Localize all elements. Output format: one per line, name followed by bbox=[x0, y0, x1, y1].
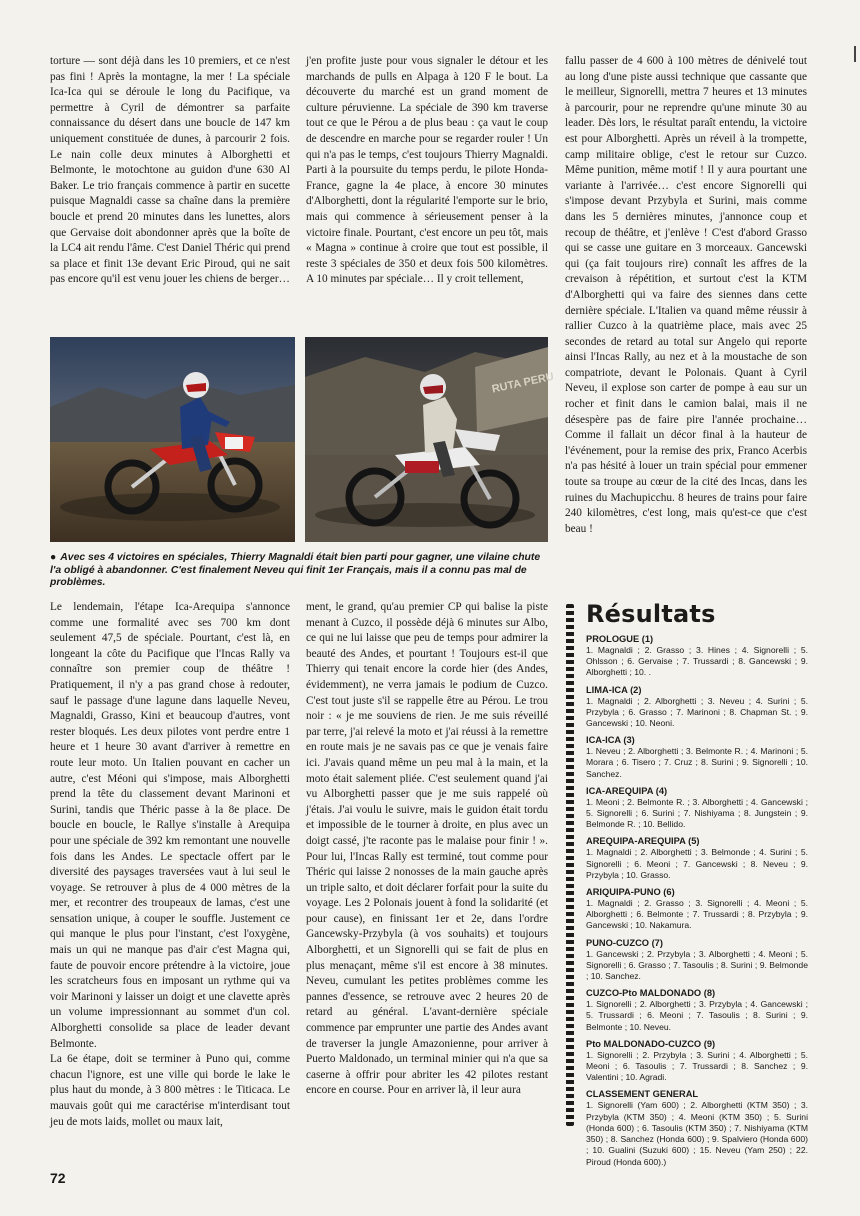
stage-title: PROLOGUE (1) bbox=[586, 634, 654, 644]
results-title: Résultats bbox=[586, 600, 716, 628]
article-paragraph: Le lendemain, l'étape Ica-Arequipa s'annonce comme une formalité avec ses 700 km dont seulement 47,5 de spéciale. Pourtant, c'est là, en longeant la côte du Pacifique que l'Incas Rally va connaître son premier coup de théâtre ! Pratiquement, il n'y a pas grand chose à redouter, sauf le passage d'une lagune dans laquelle Neveu, Magnaldi, Grasso, Kini et beaucoup d'autres, vont rester bloqués. Les deux pilotes vont perdre entre 1 heure et 1 heure 30 avant d'arriver à remettre en route leur moto. Un Italien pouvant en cacher un autre, c'est Méoni qui s'impose, mais Alborghetti prend la tête du classement devant Marinoni et Surini, tandis que Théric passe à la 8e place. De boucle en boucle, le Rallye s'installe à Arequipa pour une spéciale de 392 km remontant une nouvelle fois dans les Andes. Le spectacle offert par le diversité des paysages traversées vaut à lui seul le voyage. Se retrouver à plus de 4 000 mètres de la mer, et recontrer des troupeaux de lamas, c'est une sensation unique, à couper le souffle. Justement ce qui manque le plus pour l'instant, c'est l'oxygène, mais un qui ne manque pas d'air c'est Magna qui, faute de pouvoir encore prétendre à la victoire, joue les scratcheurs fous en imposant un rythme qui va voir Marinoni y laisser un doigt et une clavette après un volume impressionnant au sommet d'un col. Alborghetti consolide sa place de leader devant Belmonte. bbox=[50, 601, 290, 1050]
stage-ranking: 1. Magnaldi ; 2. Grasso ; 3. Signorelli ; 4. Meoni ; 5. Alborghetti ; 6. Belmonte ; 7. Trussardi ; 8. Przybyla ; 9. Gancewski ; 10. Nakamura. bbox=[586, 898, 808, 931]
stage-ranking: 1. Magnaldi ; 2. Alborghetti ; 3. Neveu ; 4. Surini ; 5. Przybyla ; 6. Grasso ; 7. Marinoni ; 8. Chapman St. ; 9. Gancewski ; 10. Neoni. bbox=[586, 695, 808, 729]
article-paragraph: La 6e étape, doit se terminer à Puno qui, comme chacun l'ignore, est une ville qui borde le lake le plus haut du monde, à 3 800 mètres : le Titicaca. Le mauvais goût qui me caractérise m'interdisant tout jeu de mots laids, mollet ou maux lait, bbox=[50, 1053, 290, 1128]
stage-title: CLASSEMENT GENERAL bbox=[586, 1089, 699, 1100]
article-paragraph: ment, le grand, qu'au premier CP qui balise la piste menant à Cuzco, il possède déjà 6 minutes sur Albo, ce qui ne lui laisse que peu de temps pour admirer la beauté des Andes, et pourtant ! Toujours est-il que Thierry qui tenait encore la corde hier (des Andes, évidemment), ne verra jamais le podium de Cuzco. C'est tout juste s'il se rappelle être au Pérou. Le trou noir : « je me souviens de rien. Je me suis réveillé par terre, j'ai relevé la moto et j'ai réussi à la remettre en route mais je ne savais pas ce que je venais faire ici. J'avais quand même un peu mal à la main, et la moto était salement pliée. C'est seulement quand j'ai vu Alborghetti passer que je me suis rappelé où j'étais. J'ai voulu le suivre, mais le guidon était tordu et impossible de le tourner à droite, en plus avec un doigt cassé, j'te raconte pas le malaise pour finir ! ». Pour lui, l'Incas Rally est terminé, tout comme pour Théric qui laisse 2 nonosses de la main gauche après un triple salto, et doit déclarer forfait pour la suite du voyage. Les 2 Polonais jouent à fond la solidarité (et pour cause), en finissant 1er et 2e, dans l'ordre Gancewsky-Przybyla (à vos souhaits) et toujours Alborghetti, et un Signorelli qui se fait de plus en plus menaçant, même s'il est encore à 38 minutes. Neveu, cumulant les petites problèmes comme les pannes d'essence, se retrouve avec 2 heures 20 de retard au général. L'avant-dernière spéciale commence par emprunter une partie des Andes avant de traverser la jungle Amazonienne, pour arriver à Puerto Maldonado, un terminal minier qui n'a que sa caserne à offrir pour abriter les 42 pilotes restant encore en course. Pour en arriver là, il leur aura bbox=[306, 601, 548, 1097]
stage-ranking: 1. Neveu ; 2. Alborghetti ; 3. Belmonte R. ; 4. Marinoni ; 5. Morara ; 6. Tisero ; 7. Cruz ; 8. Surini ; 9. Signorelli ; 10. Sanchez. bbox=[586, 746, 808, 779]
stage-ranking: 1. Gancewski ; 2. Przybyla ; 3. Alborghetti ; 4. Meoni ; 5. Signorelli ; 6. Grasso ; 7. Tasoulis ; 8. Surini ; 9. Belmonde ; 10. Sanchez. bbox=[586, 948, 808, 982]
results-stage bbox=[586, 685, 808, 730]
results-stage bbox=[586, 1089, 808, 1167]
stage-ranking: 1. Meoni ; 2. Belmonte R. ; 3. Alborghetti ; 4. Gancewski ; 5. Signorelli ; 6. Surini ; 7. Nishiyama ; 8. Jungstein ; 9. Belmonde R. ; 10. Bellido. bbox=[586, 796, 808, 830]
stage-title: PUNO-CUZCO (7) bbox=[586, 937, 663, 948]
photo-rider-red-bike bbox=[50, 337, 295, 542]
results-stage bbox=[586, 786, 808, 831]
stage-ranking: 1. Magnaldi ; 2. Alborghetti ; 3. Belmonde ; 4. Surini ; 5. Signorelli ; 6. Meoni ; 7. Gancewski ; 8. Neveu ; 9. Przybyla ; 10. Grasso. bbox=[586, 847, 808, 880]
results-stage bbox=[586, 836, 808, 881]
stage-title: ICA-ICA (3) bbox=[586, 735, 635, 746]
results-stage bbox=[586, 1039, 808, 1084]
article-column-right bbox=[565, 54, 807, 537]
article-paragraph: j'en profite juste pour vous signaler le détour et les marchands de pulls en Alpaga à 120 F le bout. La découverte du marché est un grand moment de culture péruvienne. La spéciale de 390 km traverse tout ce que le Pérou a de plus beau : ça vaut le coup de descendre en marche pour se regarder rouler ! Un qui n'a pas le temps, c'est toujours Thierry Magnaldi. Parti à la poursuite du temps perdu, le pilote Honda-France, gagne la 4e place, à encore 30 minutes d'Alborghetti, dont la régularité l'emporte sur le brio, mais qui commence à sérieusement penser à la victoire finale. Pourtant, c'est encore un peu tôt, mais « Magna » continue à croire que tout est possible, il reste 3 spéciales de 350 et deux fois 500 kilomètres. A 10 minutes par spéciale… Il y croit tellement, bbox=[306, 55, 548, 286]
article-column-bottom-left bbox=[50, 600, 290, 1130]
photo-caption bbox=[50, 552, 550, 590]
results-stage bbox=[586, 634, 808, 679]
results-stage bbox=[586, 887, 808, 932]
stage-title: ARIQUIPA-PUNO (6) bbox=[586, 887, 675, 898]
stage-title: ICA-AREQUIPA (4) bbox=[586, 785, 668, 796]
stage-title: CUZCO-Pto MALDONADO (8) bbox=[586, 988, 716, 999]
page-edge-mark bbox=[854, 46, 856, 62]
article-paragraph: torture — sont déjà dans les 10 premiers, et ce n'est pas fini ! Après la montagne, la mer ! La spéciale Ica-Ica qui se déroule le long du Pacifique, va permettre à Cyril de démontrer sa parfaite connaissance du désert dans une boucle de 147 km uniquement constituée de dunes, à parcourir 2 fois. Le nain colle deux minutes à Alborghetti et Belmonte, le motochtone au guidon d'une 630 Al Baker. Le trio français commence à partir en sucette puisque Magnaldi casse sa chaîne dans la première boucle et prend 20 minutes dans les lunettes, alors que Gervaise doit abondonner après que la boîte de la LC4 ait rendu l'âme. C'est Daniel Théric qui prend sa place et finit 13e devant Eric Piroud, qui ne sait pas encore qu'il est venu jouer les chiens de berger… bbox=[50, 55, 290, 286]
results-box bbox=[586, 600, 808, 1174]
results-stage bbox=[586, 735, 808, 780]
article-column-top-middle bbox=[306, 54, 548, 288]
article-column-bottom-middle bbox=[306, 600, 548, 1099]
results-stage bbox=[586, 988, 808, 1033]
photo-rider-white-bike bbox=[305, 337, 555, 542]
stage-ranking: 1. Magnaldi ; 2. Grasso ; 3. Hines ; 4. Signorelli ; 5. Ohlsson ; 6. Gervaise ; 7. Trussardi ; 8. Gancewski ; 9. Alborghetti ; 10. . bbox=[586, 645, 808, 678]
roadside-sign-text: RUTA PERU bbox=[490, 370, 555, 396]
stage-title: Pto MALDONADO-CUZCO (9) bbox=[586, 1038, 716, 1049]
article-column-top-left bbox=[50, 54, 290, 288]
article-paragraph: fallu passer de 4 600 à 100 mètres de dénivelé tout au long d'une piste aussi technique que cassante que le meilleur, Signorelli, mettra 7 heures et 13 minutes à parcourir, pour ne reprendre qu'une minute 30 au leader. Dès lors, le résultat paraît entendu, la victoire est pour Alborghetti. Après un réveil à la trompette, camp militaire oblige, c'est le retour sur Cuzco. Même punition, même motif ! Il y aura pourtant une variante à l'arrivée… c'est encore Signorelli qui s'impose devant Przybyla et Surini, mais comme dans les 5 dernières minutes, j'annonce coup et recoup de théâtre, et j'enlève ! C'est d'abord Grasso qui se casse une guitare en 3 morceaux. Gancewski qui (ça fait toujours rire) connaît les affres de la crevaison à répétition, et surtout c'est la KTM d'Alborghetti qui va faire des siennes dans cette dernière spéciale. L'Italien va quand même réussir à rallier Cuzco à la quatrième place, mais avec 25 secondes de retard au total sur Angelo qui reporte ainsi l'Incas Rally, au nez et à la moustache de son compatriote, devant le Polonais. Quant à Cyril Neveu, il explose son carter de pompe à eau sur un rocher et finit dans le camion balai, mais il ne désespère pas de faire pire l'année prochaine… Comme il fallait un décor final à la hauteur de l'événement, pour la remise des prix, Franco Acerbis n'a pas hésité à louer un train spécial pour emmener toute sa troupe au cœur de la cité des Incas, dans les ruines du Machupicchu. 8 heures de trains pour faire 240 kilomètres, c'est long, mais qu'est-ce que c'est beau ! bbox=[565, 55, 807, 535]
photo-rider-red-bike-image bbox=[50, 337, 295, 542]
stage-title: LIMA-ICA (2) bbox=[586, 684, 642, 695]
stage-ranking: 1. Signorelli (Yam 600) ; 2. Alborghetti (KTM 350) ; 3. Przybyla (KTM 350) ; 4. Meoni (KTM 350) ; 5. Surini (Honda 600) ; 6. Tasoulis (KTM 350) ; 7. Nishiyama (KTM 350) ; 8. Sanchez (Honda 600) ; 9. Spalviero (Honda 600) ; 10. Gualini (Suzuki 600) ; 15. Neveu (Yam 250) ; 22. Piroud (Honda 600).) bbox=[586, 1100, 808, 1167]
stage-ranking: 1. Signorelli ; 2. Alborghetti ; 3. Przybyla ; 4. Gancewski ; 5. Trussardi ; 6. Meoni ; 7. Tasoulis ; 8. Surini ; 9. Belmonte ; 10. Neveu. bbox=[586, 999, 808, 1032]
results-stage bbox=[586, 938, 808, 983]
chain-border-decoration bbox=[566, 604, 574, 1126]
photo-rider-white-bike-image bbox=[305, 337, 555, 542]
stage-title: AREQUIPA-AREQUIPA (5) bbox=[586, 836, 700, 847]
bullet-icon: ● bbox=[50, 552, 57, 563]
photo-caption-text: Avec ses 4 victoires en spéciales, Thierry Magnaldi était bien parti pour gagner, une vilaine chute l'a obligé à abandonner. C'est finalement Neveu qui finit 1er Français, mais il a connu pas mal de problèmes. bbox=[50, 552, 541, 588]
page-number: 72 bbox=[50, 1170, 66, 1186]
stage-ranking: 1. Signorelli ; 2. Przybyla ; 3. Surini ; 4. Alborghetti ; 5. Meoni ; 6. Tasoulis ; 7. Trussardi ; 8. Sanchez ; 9. Valentini ; 10. Agradi. bbox=[586, 1049, 808, 1083]
